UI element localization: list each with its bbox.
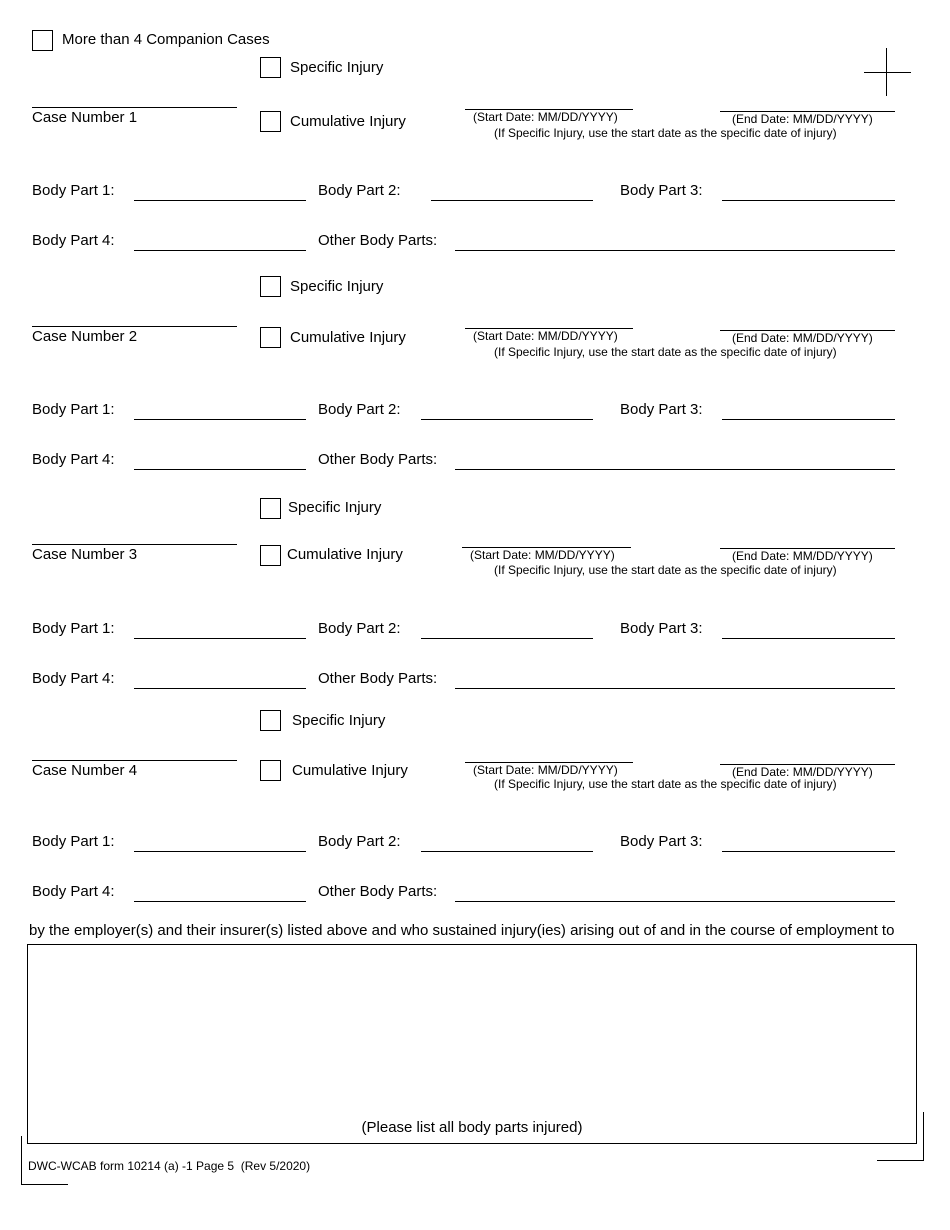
case-3-specific-label: Specific Injury <box>288 499 382 516</box>
case-3-start-date-label: (Start Date: MM/DD/YYYY) <box>470 548 615 562</box>
case-4-body-part-1-line[interactable] <box>134 851 306 852</box>
case-4-date-note: (If Specific Injury, use the start date as the specific date of injury) <box>494 777 837 791</box>
case-3-body-part-1-line[interactable] <box>134 638 306 639</box>
body-parts-box-caption: (Please list all body parts injured) <box>361 1119 583 1136</box>
case-3-number-label: Case Number 3 <box>32 546 138 563</box>
case-2-body-part-4-label: Body Part 4: <box>32 451 115 468</box>
case-4-other-body-parts-line[interactable] <box>455 901 895 902</box>
crop-mark-bottom-left-horizontal <box>21 1184 68 1185</box>
case-2-other-body-parts-line[interactable] <box>455 469 895 470</box>
case-3-cumulative-label: Cumulative Injury <box>287 546 403 563</box>
case-2-body-part-3-line[interactable] <box>722 419 895 420</box>
case-2-number-label: Case Number 2 <box>32 328 138 345</box>
case-4-start-date-label: (Start Date: MM/DD/YYYY) <box>473 763 618 777</box>
crop-mark-bottom-right-horizontal <box>877 1160 924 1161</box>
case-1-number-label: Case Number 1 <box>32 109 138 126</box>
case-2-body-part-2-label: Body Part 2: <box>318 401 401 418</box>
case-3-body-part-1-label: Body Part 1: <box>32 620 115 637</box>
case-4-number-line[interactable] <box>32 760 237 761</box>
case-1-start-date-label: (Start Date: MM/DD/YYYY) <box>473 110 618 124</box>
case-1-specific-checkbox[interactable] <box>260 57 281 78</box>
case-2-body-part-3-label: Body Part 3: <box>620 401 703 418</box>
case-1-other-body-parts-label: Other Body Parts: <box>318 232 438 249</box>
form-footer: DWC-WCAB form 10214 (a) -1 Page 5 (Rev 5/2020) <box>28 1159 311 1173</box>
case-2-number-line[interactable] <box>32 326 237 327</box>
case-4-cumulative-label: Cumulative Injury <box>292 762 408 779</box>
case-3-number-line[interactable] <box>32 544 237 545</box>
body-parts-textbox[interactable] <box>27 944 917 1144</box>
case-3-other-body-parts-line[interactable] <box>455 688 895 689</box>
case-3-cumulative-checkbox[interactable] <box>260 545 281 566</box>
case-3-body-part-3-label: Body Part 3: <box>620 620 703 637</box>
case-1-cumulative-checkbox[interactable] <box>260 111 281 132</box>
case-1-end-date-label: (End Date: MM/DD/YYYY) <box>732 112 873 126</box>
case-1-other-body-parts-line[interactable] <box>455 250 895 251</box>
case-2-other-body-parts-label: Other Body Parts: <box>318 451 438 468</box>
case-3-body-part-4-line[interactable] <box>134 688 306 689</box>
case-1-body-part-2-line[interactable] <box>431 200 593 201</box>
crop-mark-bottom-right-vertical <box>923 1112 924 1161</box>
crop-mark-bottom-left-vertical <box>21 1136 22 1185</box>
case-3-body-part-3-line[interactable] <box>722 638 895 639</box>
case-2-start-date-label: (Start Date: MM/DD/YYYY) <box>473 329 618 343</box>
case-4-body-part-2-line[interactable] <box>421 851 593 852</box>
case-4-specific-checkbox[interactable] <box>260 710 281 731</box>
case-2-end-date-label: (End Date: MM/DD/YYYY) <box>732 331 873 345</box>
case-1-number-line[interactable] <box>32 107 237 108</box>
case-1-cumulative-label: Cumulative Injury <box>290 113 406 130</box>
case-3-body-part-2-label: Body Part 2: <box>318 620 401 637</box>
case-4-number-label: Case Number 4 <box>32 762 138 779</box>
case-1-body-part-4-line[interactable] <box>134 250 306 251</box>
case-1-body-part-3-line[interactable] <box>722 200 895 201</box>
case-1-date-note: (If Specific Injury, use the start date as the specific date of injury) <box>494 126 837 140</box>
case-2-cumulative-label: Cumulative Injury <box>290 329 406 346</box>
case-2-specific-label: Specific Injury <box>290 278 384 295</box>
case-1-body-part-1-label: Body Part 1: <box>32 182 115 199</box>
case-4-body-part-1-label: Body Part 1: <box>32 833 115 850</box>
case-4-cumulative-checkbox[interactable] <box>260 760 281 781</box>
registration-mark-horizontal <box>864 72 911 73</box>
case-2-body-part-2-line[interactable] <box>421 419 593 420</box>
case-3-body-part-2-line[interactable] <box>421 638 593 639</box>
case-3-end-date-label: (End Date: MM/DD/YYYY) <box>732 549 873 563</box>
case-4-body-part-3-line[interactable] <box>722 851 895 852</box>
case-1-body-part-2-label: Body Part 2: <box>318 182 401 199</box>
case-1-body-part-3-label: Body Part 3: <box>620 182 703 199</box>
case-1-body-part-1-line[interactable] <box>134 200 306 201</box>
case-2-cumulative-checkbox[interactable] <box>260 327 281 348</box>
case-3-date-note: (If Specific Injury, use the start date as the specific date of injury) <box>494 563 837 577</box>
case-3-body-part-4-label: Body Part 4: <box>32 670 115 687</box>
case-1-body-part-4-label: Body Part 4: <box>32 232 115 249</box>
case-4-body-part-3-label: Body Part 3: <box>620 833 703 850</box>
more-than-4-checkbox[interactable] <box>32 30 53 51</box>
case-3-specific-checkbox[interactable] <box>260 498 281 519</box>
case-4-end-date-label: (End Date: MM/DD/YYYY) <box>732 765 873 779</box>
case-2-body-part-1-label: Body Part 1: <box>32 401 115 418</box>
employment-statement: by the employer(s) and their insurer(s) listed above and who sustained injury(ies) arising out of and in the course of employment to <box>29 922 895 939</box>
case-2-date-note: (If Specific Injury, use the start date as the specific date of injury) <box>494 345 837 359</box>
case-4-body-part-4-line[interactable] <box>134 901 306 902</box>
case-2-body-part-1-line[interactable] <box>134 419 306 420</box>
case-4-other-body-parts-label: Other Body Parts: <box>318 883 438 900</box>
case-2-body-part-4-line[interactable] <box>134 469 306 470</box>
more-than-4-label: More than 4 Companion Cases <box>62 31 270 48</box>
case-2-specific-checkbox[interactable] <box>260 276 281 297</box>
case-4-body-part-4-label: Body Part 4: <box>32 883 115 900</box>
case-1-specific-label: Specific Injury <box>290 59 384 76</box>
case-4-specific-label: Specific Injury <box>292 712 386 729</box>
case-4-body-part-2-label: Body Part 2: <box>318 833 401 850</box>
case-3-other-body-parts-label: Other Body Parts: <box>318 670 438 687</box>
